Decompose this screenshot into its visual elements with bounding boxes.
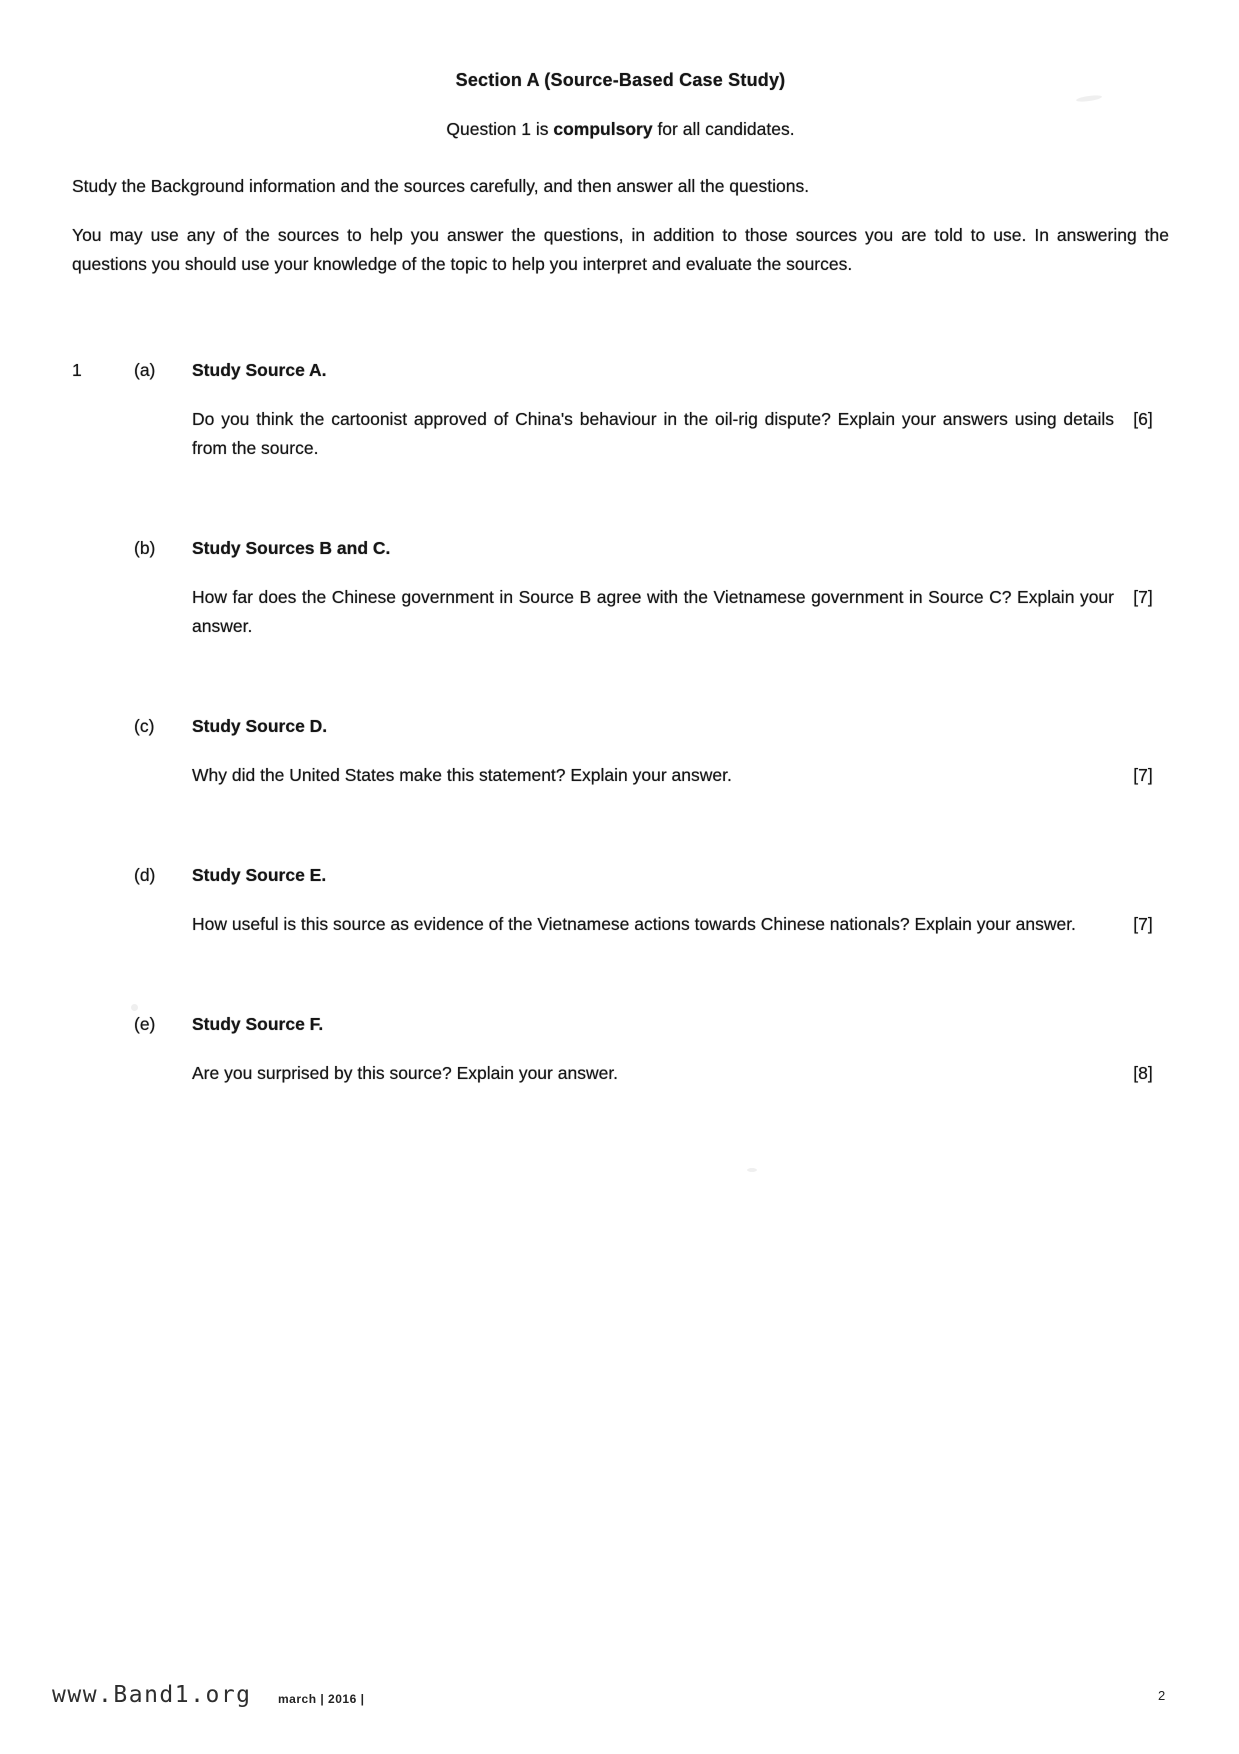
part-heading: Study Sources B and C. bbox=[192, 538, 391, 558]
question-part-e-heading bbox=[72, 1009, 1169, 1039]
instructions-paragraph-1: Study the Background information and the sources carefully, and then answer all the questions. bbox=[72, 176, 810, 196]
part-letter: (d) bbox=[134, 865, 156, 885]
question-part-d bbox=[72, 860, 1169, 939]
compulsory-note-prefix: Question 1 is bbox=[446, 119, 554, 139]
part-question-text: Do you think the cartoonist approved of China's behaviour in the oil-rig dispute? Explain your answers using details from the source. bbox=[192, 409, 1114, 458]
question-part-c-body bbox=[72, 761, 1169, 790]
part-letter: (e) bbox=[134, 1014, 156, 1034]
compulsory-note bbox=[72, 119, 1169, 140]
question-part-a bbox=[72, 355, 1169, 463]
question-part-e-body bbox=[72, 1059, 1169, 1088]
compulsory-note-suffix: for all candidates. bbox=[652, 119, 795, 139]
question-part-d-body bbox=[72, 910, 1169, 939]
scan-artifact bbox=[1076, 94, 1102, 103]
spacer bbox=[72, 583, 192, 641]
footer-website: www.Band1.org bbox=[52, 1682, 252, 1708]
part-heading: Study Source A. bbox=[192, 360, 327, 380]
instructions-paragraph-2: You may use any of the sources to help you answer the questions, in addition to those sources you are told to use. In answering the questions you should use your knowledge of the topic to help you interpret and evaluate the sources. bbox=[72, 225, 1169, 274]
page-number: 2 bbox=[1158, 1688, 1166, 1703]
spacer bbox=[72, 1009, 134, 1039]
scan-artifact bbox=[747, 1168, 757, 1172]
question-part-a-body bbox=[72, 405, 1169, 463]
spacer bbox=[72, 711, 134, 741]
spacer bbox=[72, 1059, 192, 1088]
part-heading: Study Source E. bbox=[192, 865, 327, 885]
part-question-text: How far does the Chinese government in Source B agree with the Vietnamese government in Source C? Explain your answer. bbox=[192, 587, 1114, 636]
question-part-b-body bbox=[72, 583, 1169, 641]
part-letter: (c) bbox=[134, 716, 155, 736]
question-list bbox=[72, 355, 1169, 1088]
spacer bbox=[72, 910, 192, 939]
question-number: 1 bbox=[72, 360, 82, 380]
section-title: Section A (Source-Based Case Study) bbox=[455, 70, 786, 90]
question-part-d-heading bbox=[72, 860, 1169, 890]
part-question-text: How useful is this source as evidence of the Vietnamese actions towards Chinese nationals? Explain your answer. bbox=[192, 914, 1076, 934]
question-part-b-heading bbox=[72, 533, 1169, 563]
question-part-c bbox=[72, 711, 1169, 790]
part-question-text: Are you surprised by this source? Explain your answer. bbox=[192, 1063, 619, 1083]
spacer bbox=[72, 860, 134, 890]
part-heading: Study Source D. bbox=[192, 716, 328, 736]
question-part-c-heading bbox=[72, 711, 1169, 741]
part-marks: [6] bbox=[1133, 409, 1153, 429]
part-heading: Study Source F. bbox=[192, 1014, 324, 1034]
part-marks: [7] bbox=[1133, 914, 1153, 934]
spacer bbox=[72, 761, 192, 790]
question-part-a-heading bbox=[72, 355, 1169, 385]
part-marks: [7] bbox=[1133, 765, 1153, 785]
question-part-e bbox=[72, 1009, 1169, 1088]
question-part-b bbox=[72, 533, 1169, 641]
spacer bbox=[72, 533, 134, 563]
part-letter: (b) bbox=[134, 538, 156, 558]
footer-date-note: march | 2016 | bbox=[278, 1692, 365, 1706]
spacer bbox=[72, 405, 192, 463]
compulsory-note-bold: compulsory bbox=[553, 119, 653, 139]
part-marks: [7] bbox=[1133, 587, 1153, 607]
part-marks: [8] bbox=[1133, 1063, 1153, 1083]
scan-artifact bbox=[131, 1004, 138, 1011]
part-letter: (a) bbox=[134, 360, 156, 380]
part-question-text: Why did the United States make this statement? Explain your answer. bbox=[192, 765, 732, 785]
